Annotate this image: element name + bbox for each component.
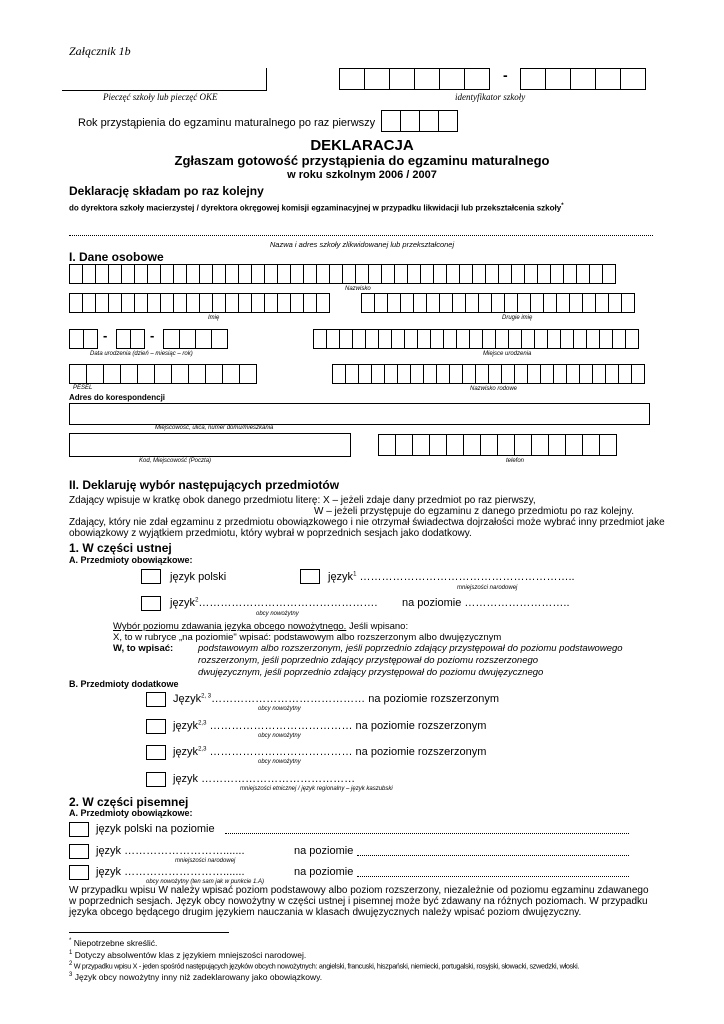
pesel-caption: PESEL	[73, 385, 93, 391]
written-polish-checkbox[interactable]	[69, 822, 89, 837]
address-field[interactable]	[69, 403, 650, 425]
written-lang2-label: język ……………………….......	[96, 866, 245, 878]
repeat-heading: Deklarację składam po raz kolejny	[69, 184, 264, 198]
family-name-caption: Nazwisko rodowe	[470, 386, 518, 392]
birth-place-caption: Miejsce urodzenia	[483, 351, 532, 357]
extra2-label: język$^{2,3}$ ………………………………… na poziomie rozszerzonym	[173, 720, 487, 732]
written-para1: W przypadku wpisu W należy wpisać poziom podstawowy albo poziom rozszerzony, niezależnie od poziomu egzaminu zdawanego	[69, 885, 649, 896]
first-name-caption: Imię	[208, 315, 220, 321]
written-a: A. Przedmioty obowiązkowe:	[69, 808, 193, 818]
extra2-checkbox[interactable]	[146, 719, 166, 734]
attachment-label: Załącznik 1b	[69, 44, 131, 58]
oral-b: B. Przedmioty dodatkowe	[69, 679, 179, 689]
stamp-caption: Pieczęć szkoły lub pieczęć OKE	[103, 92, 218, 102]
written-lang1-level-line[interactable]	[357, 855, 629, 856]
oral-lang1-caption: mniejszości narodowej	[457, 585, 518, 591]
oral-lang1-label: język$^1$ …………………………………………………..	[328, 571, 575, 583]
written-para3: języka obcego będącego drugim językiem nauczania w klasach dwujęzycznych należy wpisać poziom dwujęzyczny.	[69, 907, 582, 918]
oral-polish-label: język polski	[170, 571, 227, 583]
extra4-caption: mniejszości etnicznej / język regionalny – język kaszubski	[240, 786, 393, 792]
written-lang2-caption: obcy nowożytny (ten sam jak w punkcie 1.A)	[146, 879, 265, 885]
written-lang1-level: na poziomie	[294, 845, 354, 857]
oral-lang1-checkbox[interactable]	[300, 569, 320, 584]
school-name-line[interactable]	[69, 235, 653, 236]
birth-place-boxes[interactable]	[313, 329, 638, 349]
intro-line1: Zdający wpisuje w kratkę obok danego przedmiotu literę: X – jeżeli zdaje dany przedmiot po raz pierwszy,	[69, 495, 536, 506]
footnote-3: $^2$ W przypadku wpisu X - jeden spośród następujących języków obcych nowożytnych: angielski, francuski, hiszpański, niemiecki, portugalski, rosyjski, słowacki, szwedzki, włoski.	[69, 961, 580, 971]
phone-caption: telefon	[506, 458, 525, 464]
surname-boxes[interactable]	[69, 264, 615, 284]
intro-line2: W – jeżeli przystępuje do egzaminu z danego przedmiotu po raz kolejny.	[314, 506, 634, 517]
section2-title: II. Deklaruję wybór następujących przedmiotów	[69, 478, 340, 492]
footnote-4: $^3$ Język obcy nowożytny inny niż zadeklarowany jako obowiązkowy.	[69, 972, 323, 982]
written-para2: w poprzednich sesjach. Język obcy nowożytny w części ustnej i pisemnej może być zdawany na różnych poziomach. W przypadku	[69, 896, 648, 907]
intro-line3: Zdający, który nie zdał egzaminu z przedmiotu obowiązkowego i nie otrzymał świadectwa dojrzałości może wybrać inny przedmiot jake	[69, 517, 665, 528]
school-id-caption: identyfikator szkoły	[455, 92, 526, 102]
postal-field[interactable]	[69, 433, 351, 457]
page-title: DEKLARACJA	[310, 137, 414, 154]
extra1-label: Język$^{2, 3}$…………………………………… na poziomie rozszerzonym	[173, 693, 500, 705]
extra4-checkbox[interactable]	[146, 772, 166, 787]
section1-title: I. Dane osobowe	[69, 250, 164, 264]
written-lang1-caption: mniejszości narodowej	[175, 858, 236, 864]
written-lang1-checkbox[interactable]	[69, 844, 89, 859]
extra3-label: język$^{2,3}$ ………………………………… na poziomie rozszerzonym	[173, 746, 487, 758]
oral-lang2-label: język$^2$………………………………………….	[170, 597, 378, 609]
extra3-caption: obcy nowożytny	[258, 759, 301, 765]
extra3-checkbox[interactable]	[146, 745, 166, 760]
note-w: W, to wpisać:	[113, 643, 174, 654]
footnote-separator	[69, 932, 229, 933]
birth-month-boxes[interactable]	[116, 329, 144, 349]
oral-lang2-level: na poziomie ………………………..	[402, 597, 570, 609]
address-heading: Adres do korespondencji	[69, 393, 166, 402]
extra1-caption: obcy nowożytny	[258, 706, 301, 712]
note-w3: dwujęzycznym, jeśli poprzednio zdający przystępował do poziomu dwujęzycznego	[198, 667, 544, 678]
written-title: 2. W części pisemnej	[69, 795, 189, 809]
written-lang2-level: na poziomie	[294, 866, 354, 878]
oral-a: A. Przedmioty obowiązkowe:	[69, 555, 193, 565]
footnote-2: $^1$ Dotyczy absolwentów klas z językiem mniejszości narodowej.	[69, 950, 307, 960]
birth-year-boxes[interactable]	[163, 329, 227, 349]
note-x: X, to w rubryce „na poziomie" wpisać: podstawowym albo rozszerzonym albo dwujęzycznym	[113, 632, 502, 643]
first-year-label: Rok przystąpienia do egzaminu maturalnego po raz pierwszy	[78, 117, 376, 129]
page-subtitle: Zgłaszam gotowość przystąpienia do egzaminu maturalnego	[174, 153, 550, 168]
oral-title: 1. W części ustnej	[69, 541, 172, 555]
oral-lang2-caption: obcy nowożytny	[256, 611, 299, 617]
written-polish-label: język polski na poziomie	[96, 823, 215, 835]
extra1-checkbox[interactable]	[146, 692, 166, 707]
written-polish-level-line[interactable]	[225, 833, 629, 834]
birth-date-caption: Data urodzenia (dzień – miesiąc – rok)	[90, 351, 193, 357]
footnote-1: * Niepotrzebne skreślić.	[69, 938, 158, 948]
second-name-boxes[interactable]	[361, 293, 634, 313]
family-name-boxes[interactable]	[332, 364, 644, 384]
second-name-caption: Drugie imię	[502, 315, 533, 321]
oral-polish-checkbox[interactable]	[141, 569, 161, 584]
extra4-label: język ……………………………………	[173, 773, 356, 785]
surname-caption: Nazwisko	[345, 286, 371, 292]
extra2-caption: obcy nowożytny	[258, 733, 301, 739]
school-name-caption: Nazwa i adres szkoły zlikwidowanej lub przekształconej	[269, 240, 455, 249]
written-lang2-checkbox[interactable]	[69, 865, 89, 880]
note-w2: rozszerzonym, jeśli poprzednio zdający przystępował do poziomu rozszerzonego	[198, 655, 539, 666]
postal-caption: Kod, Miejscowość (Poczta)	[139, 458, 212, 464]
to-director: do dyrektora szkoły macierzystej / dyrektora okręgowej komisji egzaminacyjnej w przypadku likwidacji lub przekształcenia szkoły*	[69, 203, 564, 213]
pesel-boxes[interactable]	[69, 364, 256, 384]
school-id-part2[interactable]	[520, 68, 645, 88]
first-year-boxes[interactable]	[381, 110, 457, 130]
note-title: Wybór poziomu zdawania języka obcego nowożytnego. Jeśli wpisano:	[113, 621, 409, 632]
phone-boxes[interactable]	[378, 434, 616, 454]
school-id-part1[interactable]	[339, 68, 489, 88]
written-lang2-level-line[interactable]	[357, 876, 629, 877]
oral-lang2-checkbox[interactable]	[141, 596, 161, 611]
birth-day-boxes[interactable]	[69, 329, 97, 349]
note-w1: podstawowym albo rozszerzonym, jeśli poprzednio zdający przystępował do poziomu podstawowego	[198, 643, 623, 654]
address-caption: Miejscowość, ulica, numer domu/mieszkania	[155, 425, 274, 431]
school-year: w roku szkolnym 2006 / 2007	[287, 169, 437, 181]
first-name-boxes[interactable]	[69, 293, 329, 313]
intro-line4: obowiązkowy z wyjątkiem przedmiotu, który wybrał w poprzednich sesjach jako dodatkowy.	[69, 528, 472, 539]
written-lang1-label: język ……………………….......	[96, 845, 245, 857]
